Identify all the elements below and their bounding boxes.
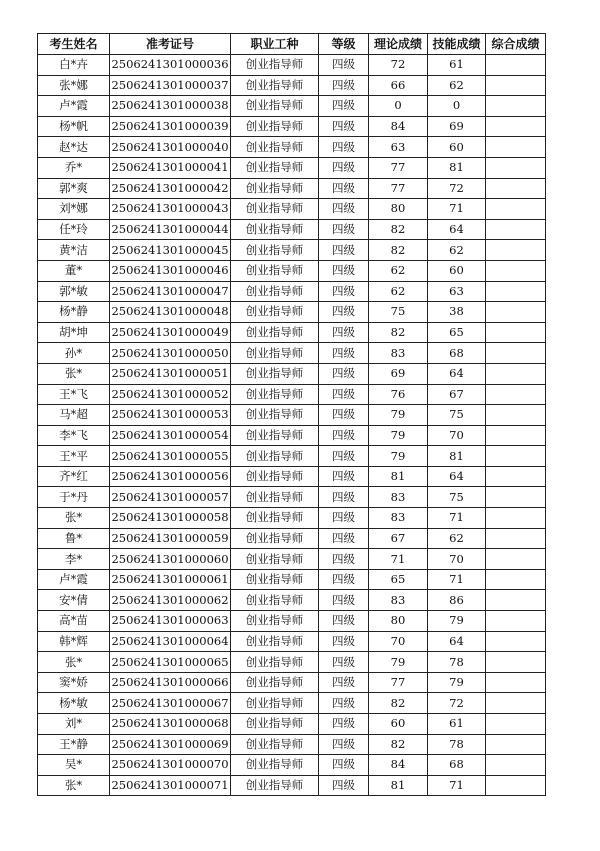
exam-id-cell: 2506241301000049 (110, 322, 231, 343)
overall-score-cell (486, 672, 546, 693)
header-overall-score: 综合成绩 (486, 34, 546, 55)
name-cell: 白*卉 (38, 55, 110, 76)
theory-score-cell: 82 (369, 693, 428, 714)
occupation-cell: 创业指导师 (231, 755, 319, 776)
name-cell: 王*静 (38, 734, 110, 755)
table-row (38, 734, 546, 755)
theory-score-cell: 69 (369, 363, 428, 384)
table-row (38, 96, 546, 117)
skill-score-cell: 81 (428, 157, 486, 178)
skill-score-cell: 62 (428, 75, 486, 96)
table-row (38, 363, 546, 384)
skill-score-cell: 68 (428, 755, 486, 776)
theory-score-cell: 81 (369, 775, 428, 796)
overall-score-cell (486, 549, 546, 570)
skill-score-cell: 69 (428, 116, 486, 137)
overall-score-cell (486, 611, 546, 632)
level-cell: 四级 (319, 240, 369, 261)
exam-id-cell: 2506241301000066 (110, 672, 231, 693)
overall-score-cell (486, 487, 546, 508)
skill-score-cell: 81 (428, 446, 486, 467)
skill-score-cell: 62 (428, 528, 486, 549)
level-cell: 四级 (319, 137, 369, 158)
table-row (38, 549, 546, 570)
occupation-cell: 创业指导师 (231, 487, 319, 508)
skill-score-cell: 79 (428, 611, 486, 632)
exam-id-cell: 2506241301000068 (110, 714, 231, 735)
name-cell: 窦*娇 (38, 672, 110, 693)
name-cell: 张* (38, 652, 110, 673)
exam-id-cell: 2506241301000071 (110, 775, 231, 796)
name-cell: 王*飞 (38, 384, 110, 405)
table-row (38, 508, 546, 529)
theory-score-cell: 77 (369, 672, 428, 693)
skill-score-cell: 71 (428, 508, 486, 529)
exam-id-cell: 2506241301000051 (110, 363, 231, 384)
name-cell: 卢*霞 (38, 96, 110, 117)
theory-score-cell: 83 (369, 590, 428, 611)
skill-score-cell: 71 (428, 199, 486, 220)
table-row (38, 281, 546, 302)
skill-score-cell: 62 (428, 240, 486, 261)
theory-score-cell: 60 (369, 714, 428, 735)
level-cell: 四级 (319, 611, 369, 632)
skill-score-cell: 72 (428, 178, 486, 199)
skill-score-cell: 38 (428, 302, 486, 323)
overall-score-cell (486, 55, 546, 76)
overall-score-cell (486, 281, 546, 302)
overall-score-cell (486, 96, 546, 117)
level-cell: 四级 (319, 199, 369, 220)
theory-score-cell: 63 (369, 137, 428, 158)
exam-id-cell: 2506241301000046 (110, 260, 231, 281)
level-cell: 四级 (319, 693, 369, 714)
overall-score-cell (486, 322, 546, 343)
table-row (38, 219, 546, 240)
overall-score-cell (486, 137, 546, 158)
skill-score-cell: 61 (428, 714, 486, 735)
name-cell: 郭*爽 (38, 178, 110, 199)
theory-score-cell: 82 (369, 322, 428, 343)
table-row (38, 446, 546, 467)
overall-score-cell (486, 302, 546, 323)
name-cell: 于*丹 (38, 487, 110, 508)
exam-id-cell: 2506241301000054 (110, 425, 231, 446)
name-cell: 王*平 (38, 446, 110, 467)
occupation-cell: 创业指导师 (231, 672, 319, 693)
table-row (38, 755, 546, 776)
occupation-cell: 创业指导师 (231, 590, 319, 611)
skill-score-cell: 71 (428, 569, 486, 590)
table-row (38, 178, 546, 199)
occupation-cell: 创业指导师 (231, 425, 319, 446)
name-cell: 张*娜 (38, 75, 110, 96)
exam-id-cell: 2506241301000067 (110, 693, 231, 714)
level-cell: 四级 (319, 487, 369, 508)
exam-id-cell: 2506241301000039 (110, 116, 231, 137)
table-row (38, 199, 546, 220)
overall-score-cell (486, 425, 546, 446)
exam-id-cell: 2506241301000055 (110, 446, 231, 467)
table-row (38, 116, 546, 137)
table-row (38, 157, 546, 178)
name-cell: 卢*霞 (38, 569, 110, 590)
table-row (38, 652, 546, 673)
level-cell: 四级 (319, 384, 369, 405)
level-cell: 四级 (319, 281, 369, 302)
exam-id-cell: 2506241301000038 (110, 96, 231, 117)
occupation-cell: 创业指导师 (231, 652, 319, 673)
skill-score-cell: 78 (428, 734, 486, 755)
occupation-cell: 创业指导师 (231, 240, 319, 261)
table-row (38, 611, 546, 632)
occupation-cell: 创业指导师 (231, 137, 319, 158)
overall-score-cell (486, 75, 546, 96)
name-cell: 马*超 (38, 405, 110, 426)
theory-score-cell: 75 (369, 302, 428, 323)
theory-score-cell: 77 (369, 178, 428, 199)
theory-score-cell: 79 (369, 446, 428, 467)
overall-score-cell (486, 569, 546, 590)
skill-score-cell: 0 (428, 96, 486, 117)
overall-score-cell (486, 528, 546, 549)
name-cell: 刘* (38, 714, 110, 735)
level-cell: 四级 (319, 590, 369, 611)
exam-id-cell: 2506241301000058 (110, 508, 231, 529)
level-cell: 四级 (319, 569, 369, 590)
exam-id-cell: 2506241301000056 (110, 466, 231, 487)
overall-score-cell (486, 240, 546, 261)
exam-id-cell: 2506241301000064 (110, 631, 231, 652)
header-exam-id: 准考证号 (110, 34, 231, 55)
skill-score-cell: 78 (428, 652, 486, 673)
theory-score-cell: 83 (369, 508, 428, 529)
exam-id-cell: 2506241301000037 (110, 75, 231, 96)
theory-score-cell: 80 (369, 199, 428, 220)
table-row (38, 487, 546, 508)
exam-id-cell: 2506241301000044 (110, 219, 231, 240)
level-cell: 四级 (319, 55, 369, 76)
theory-score-cell: 62 (369, 260, 428, 281)
occupation-cell: 创业指导师 (231, 363, 319, 384)
name-cell: 杨*敏 (38, 693, 110, 714)
theory-score-cell: 82 (369, 219, 428, 240)
overall-score-cell (486, 466, 546, 487)
table-row (38, 672, 546, 693)
occupation-cell: 创业指导师 (231, 178, 319, 199)
occupation-cell: 创业指导师 (231, 528, 319, 549)
theory-score-cell: 79 (369, 652, 428, 673)
theory-score-cell: 83 (369, 487, 428, 508)
skill-score-cell: 86 (428, 590, 486, 611)
table-row (38, 302, 546, 323)
name-cell: 李* (38, 549, 110, 570)
level-cell: 四级 (319, 116, 369, 137)
table-row (38, 569, 546, 590)
skill-score-cell: 75 (428, 405, 486, 426)
level-cell: 四级 (319, 405, 369, 426)
occupation-cell: 创业指导师 (231, 775, 319, 796)
skill-score-cell: 60 (428, 137, 486, 158)
table-row (38, 528, 546, 549)
level-cell: 四级 (319, 466, 369, 487)
overall-score-cell (486, 405, 546, 426)
theory-score-cell: 67 (369, 528, 428, 549)
name-cell: 张* (38, 363, 110, 384)
name-cell: 赵*达 (38, 137, 110, 158)
level-cell: 四级 (319, 755, 369, 776)
occupation-cell: 创业指导师 (231, 508, 319, 529)
occupation-cell: 创业指导师 (231, 260, 319, 281)
exam-id-cell: 2506241301000070 (110, 755, 231, 776)
overall-score-cell (486, 343, 546, 364)
exam-id-cell: 2506241301000069 (110, 734, 231, 755)
overall-score-cell (486, 157, 546, 178)
occupation-cell: 创业指导师 (231, 343, 319, 364)
header-name: 考生姓名 (38, 34, 110, 55)
table-row (38, 775, 546, 796)
overall-score-cell (486, 755, 546, 776)
skill-score-cell: 68 (428, 343, 486, 364)
table-row (38, 466, 546, 487)
occupation-cell: 创业指导师 (231, 199, 319, 220)
overall-score-cell (486, 590, 546, 611)
name-cell: 任*玲 (38, 219, 110, 240)
theory-score-cell: 80 (369, 611, 428, 632)
skill-score-cell: 63 (428, 281, 486, 302)
overall-score-cell (486, 446, 546, 467)
occupation-cell: 创业指导师 (231, 611, 319, 632)
name-cell: 郭*敏 (38, 281, 110, 302)
skill-score-cell: 70 (428, 549, 486, 570)
name-cell: 胡*坤 (38, 322, 110, 343)
name-cell: 张* (38, 775, 110, 796)
exam-id-cell: 2506241301000065 (110, 652, 231, 673)
name-cell: 张* (38, 508, 110, 529)
skill-score-cell: 64 (428, 631, 486, 652)
overall-score-cell (486, 693, 546, 714)
level-cell: 四级 (319, 363, 369, 384)
name-cell: 孙* (38, 343, 110, 364)
occupation-cell: 创业指导师 (231, 302, 319, 323)
table-row (38, 322, 546, 343)
occupation-cell: 创业指导师 (231, 734, 319, 755)
name-cell: 鲁* (38, 528, 110, 549)
table-row (38, 343, 546, 364)
theory-score-cell: 77 (369, 157, 428, 178)
overall-score-cell (486, 714, 546, 735)
level-cell: 四级 (319, 714, 369, 735)
occupation-cell: 创业指导师 (231, 549, 319, 570)
theory-score-cell: 65 (369, 569, 428, 590)
occupation-cell: 创业指导师 (231, 219, 319, 240)
theory-score-cell: 66 (369, 75, 428, 96)
header-skill-score: 技能成绩 (428, 34, 486, 55)
name-cell: 安*倩 (38, 590, 110, 611)
skill-score-cell: 67 (428, 384, 486, 405)
name-cell: 董* (38, 260, 110, 281)
level-cell: 四级 (319, 178, 369, 199)
table-row (38, 714, 546, 735)
occupation-cell: 创业指导师 (231, 55, 319, 76)
theory-score-cell: 0 (369, 96, 428, 117)
theory-score-cell: 84 (369, 116, 428, 137)
table-row (38, 405, 546, 426)
theory-score-cell: 76 (369, 384, 428, 405)
level-cell: 四级 (319, 343, 369, 364)
overall-score-cell (486, 363, 546, 384)
overall-score-cell (486, 199, 546, 220)
level-cell: 四级 (319, 528, 369, 549)
theory-score-cell: 83 (369, 343, 428, 364)
level-cell: 四级 (319, 425, 369, 446)
table-row (38, 260, 546, 281)
exam-id-cell: 2506241301000040 (110, 137, 231, 158)
occupation-cell: 创业指导师 (231, 281, 319, 302)
occupation-cell: 创业指导师 (231, 384, 319, 405)
level-cell: 四级 (319, 302, 369, 323)
skill-score-cell: 72 (428, 693, 486, 714)
skill-score-cell: 71 (428, 775, 486, 796)
name-cell: 韩*辉 (38, 631, 110, 652)
overall-score-cell (486, 219, 546, 240)
table-header-row (38, 34, 546, 55)
theory-score-cell: 62 (369, 281, 428, 302)
overall-score-cell (486, 384, 546, 405)
theory-score-cell: 72 (369, 55, 428, 76)
level-cell: 四级 (319, 508, 369, 529)
table-row (38, 631, 546, 652)
overall-score-cell (486, 775, 546, 796)
table-row (38, 137, 546, 158)
theory-score-cell: 84 (369, 755, 428, 776)
skill-score-cell: 75 (428, 487, 486, 508)
level-cell: 四级 (319, 549, 369, 570)
score-table (37, 33, 546, 796)
level-cell: 四级 (319, 219, 369, 240)
exam-id-cell: 2506241301000062 (110, 590, 231, 611)
occupation-cell: 创业指导师 (231, 116, 319, 137)
exam-id-cell: 2506241301000057 (110, 487, 231, 508)
table-row (38, 240, 546, 261)
table-row (38, 425, 546, 446)
occupation-cell: 创业指导师 (231, 96, 319, 117)
occupation-cell: 创业指导师 (231, 631, 319, 652)
name-cell: 刘*娜 (38, 199, 110, 220)
level-cell: 四级 (319, 775, 369, 796)
table-row (38, 75, 546, 96)
name-cell: 杨*静 (38, 302, 110, 323)
exam-id-cell: 2506241301000059 (110, 528, 231, 549)
occupation-cell: 创业指导师 (231, 322, 319, 343)
header-occupation: 职业工种 (231, 34, 319, 55)
exam-id-cell: 2506241301000048 (110, 302, 231, 323)
exam-id-cell: 2506241301000036 (110, 55, 231, 76)
header-theory-score: 理论成绩 (369, 34, 428, 55)
overall-score-cell (486, 178, 546, 199)
exam-id-cell: 2506241301000052 (110, 384, 231, 405)
level-cell: 四级 (319, 322, 369, 343)
level-cell: 四级 (319, 260, 369, 281)
table-row (38, 693, 546, 714)
skill-score-cell: 79 (428, 672, 486, 693)
exam-id-cell: 2506241301000060 (110, 549, 231, 570)
name-cell: 高*苗 (38, 611, 110, 632)
theory-score-cell: 79 (369, 425, 428, 446)
name-cell: 杨*帆 (38, 116, 110, 137)
exam-id-cell: 2506241301000045 (110, 240, 231, 261)
header-level: 等级 (319, 34, 369, 55)
overall-score-cell (486, 652, 546, 673)
exam-id-cell: 2506241301000042 (110, 178, 231, 199)
name-cell: 乔* (38, 157, 110, 178)
occupation-cell: 创业指导师 (231, 714, 319, 735)
occupation-cell: 创业指导师 (231, 569, 319, 590)
skill-score-cell: 64 (428, 363, 486, 384)
exam-id-cell: 2506241301000053 (110, 405, 231, 426)
theory-score-cell: 82 (369, 734, 428, 755)
level-cell: 四级 (319, 157, 369, 178)
level-cell: 四级 (319, 631, 369, 652)
theory-score-cell: 81 (369, 466, 428, 487)
occupation-cell: 创业指导师 (231, 405, 319, 426)
exam-id-cell: 2506241301000047 (110, 281, 231, 302)
overall-score-cell (486, 734, 546, 755)
name-cell: 吴* (38, 755, 110, 776)
level-cell: 四级 (319, 672, 369, 693)
level-cell: 四级 (319, 75, 369, 96)
overall-score-cell (486, 631, 546, 652)
level-cell: 四级 (319, 652, 369, 673)
exam-id-cell: 2506241301000043 (110, 199, 231, 220)
overall-score-cell (486, 260, 546, 281)
exam-id-cell: 2506241301000041 (110, 157, 231, 178)
level-cell: 四级 (319, 446, 369, 467)
name-cell: 黄*洁 (38, 240, 110, 261)
exam-id-cell: 2506241301000061 (110, 569, 231, 590)
skill-score-cell: 61 (428, 55, 486, 76)
skill-score-cell: 60 (428, 260, 486, 281)
skill-score-cell: 64 (428, 466, 486, 487)
theory-score-cell: 79 (369, 405, 428, 426)
table-row (38, 384, 546, 405)
name-cell: 李*飞 (38, 425, 110, 446)
overall-score-cell (486, 508, 546, 529)
occupation-cell: 创业指导师 (231, 466, 319, 487)
overall-score-cell (486, 116, 546, 137)
occupation-cell: 创业指导师 (231, 693, 319, 714)
name-cell: 齐*红 (38, 466, 110, 487)
table-row (38, 590, 546, 611)
skill-score-cell: 64 (428, 219, 486, 240)
level-cell: 四级 (319, 96, 369, 117)
skill-score-cell: 70 (428, 425, 486, 446)
level-cell: 四级 (319, 734, 369, 755)
occupation-cell: 创业指导师 (231, 446, 319, 467)
theory-score-cell: 70 (369, 631, 428, 652)
theory-score-cell: 82 (369, 240, 428, 261)
theory-score-cell: 71 (369, 549, 428, 570)
exam-id-cell: 2506241301000050 (110, 343, 231, 364)
occupation-cell: 创业指导师 (231, 75, 319, 96)
occupation-cell: 创业指导师 (231, 157, 319, 178)
exam-id-cell: 2506241301000063 (110, 611, 231, 632)
skill-score-cell: 65 (428, 322, 486, 343)
score-sheet (37, 33, 545, 796)
table-row (38, 55, 546, 76)
